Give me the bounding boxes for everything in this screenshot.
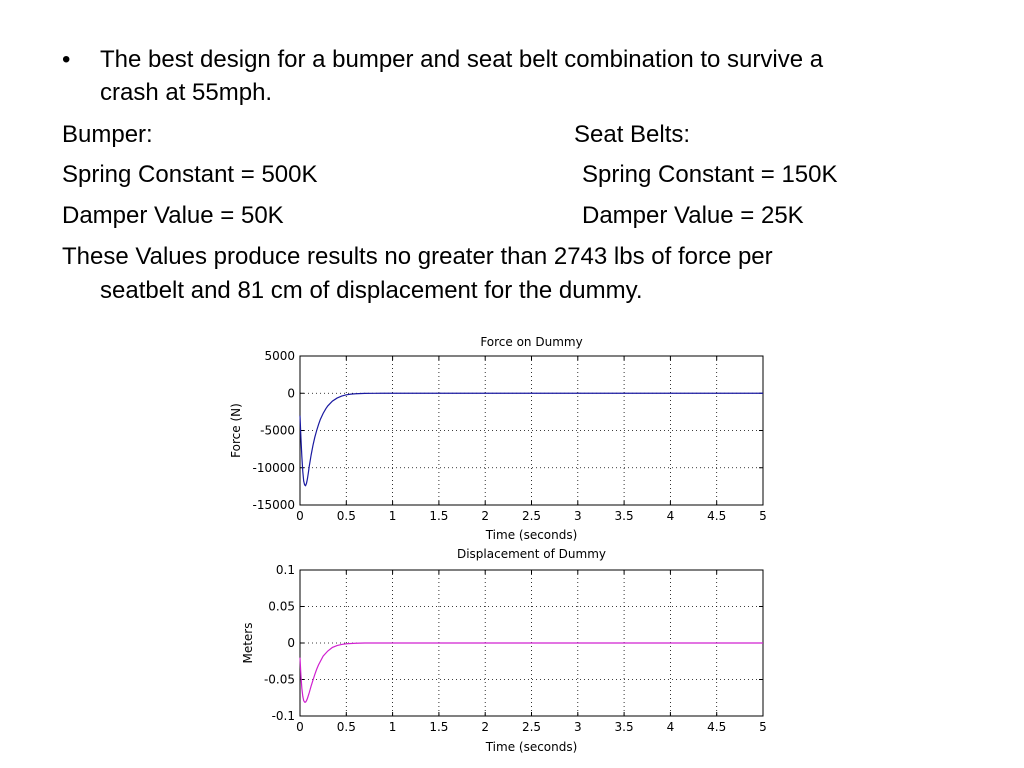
y-tick-label: -0.05: [263, 672, 295, 687]
displacement-chart: [220, 545, 780, 765]
summary-line-1: These Values produce results no greater than 2743 lbs of force per: [62, 243, 773, 270]
x-tick-label: 1.5: [429, 720, 449, 734]
y-axis-label: Meters: [241, 622, 255, 664]
y-tick-label: 0.1: [275, 563, 295, 577]
bumper-damper-value: Damper Value = 50K: [62, 202, 284, 229]
y-tick-label: 0.05: [268, 599, 295, 614]
x-tick-label: 4.5: [707, 509, 727, 523]
x-tick-label: 1: [388, 720, 397, 734]
seatbelts-heading: Seat Belts:: [574, 121, 691, 148]
bumper-spring-constant: Spring Constant = 500K: [62, 161, 318, 188]
force-chart: [220, 330, 780, 545]
bullet-text-line-1: The best design for a bumper and seat belt combination to survive a: [100, 46, 824, 73]
x-tick-label: 2: [481, 509, 490, 523]
y-tick-label: 0: [287, 636, 295, 650]
x-tick-label: 4: [666, 509, 675, 523]
x-tick-label: 0.5: [336, 509, 356, 523]
x-tick-label: 5: [759, 509, 767, 523]
y-tick-label: 0: [287, 386, 295, 401]
bullet-marker: •: [62, 46, 71, 73]
plot-area: [300, 356, 763, 505]
x-tick-label: 1: [388, 509, 397, 523]
x-tick-label: 4.5: [707, 720, 727, 734]
x-tick-label: 0: [296, 720, 304, 734]
x-tick-label: 1.5: [429, 509, 449, 523]
y-tick-label: -5000: [260, 423, 295, 438]
x-tick-label: 2: [481, 720, 490, 734]
x-tick-label: 0.5: [336, 720, 356, 734]
x-tick-label: 3: [573, 509, 582, 523]
chart-title: Force on Dummy: [480, 335, 583, 349]
x-tick-label: 3.5: [614, 509, 634, 523]
x-tick-label: 3: [573, 720, 582, 734]
bumper-heading: Bumper:: [62, 121, 153, 148]
y-tick-label: 5000: [264, 349, 295, 363]
bullet-text-line-2: crash at 55mph.: [100, 79, 273, 106]
x-tick-label: 3.5: [614, 720, 634, 734]
seatbelts-spring-constant: Spring Constant = 150K: [582, 161, 838, 188]
x-tick-label: 4: [666, 720, 675, 734]
seatbelts-damper-value: Damper Value = 25K: [582, 202, 804, 229]
y-axis-label: Force (N): [229, 403, 243, 458]
x-tick-label: 2.5: [521, 509, 542, 523]
x-tick-label: 5: [759, 720, 767, 734]
y-tick-label: -15000: [252, 498, 295, 512]
y-tick-label: -0.1: [271, 709, 295, 723]
x-tick-label: 0: [296, 509, 304, 523]
x-tick-label: 2.5: [521, 720, 542, 734]
chart-title: Displacement of Dummy: [456, 547, 607, 561]
x-axis-label: Time (seconds): [485, 528, 578, 542]
x-axis-label: Time (seconds): [485, 740, 578, 754]
summary-line-2: seatbelt and 81 cm of displacement for the dummy.: [100, 277, 643, 304]
y-tick-label: -10000: [252, 460, 295, 475]
